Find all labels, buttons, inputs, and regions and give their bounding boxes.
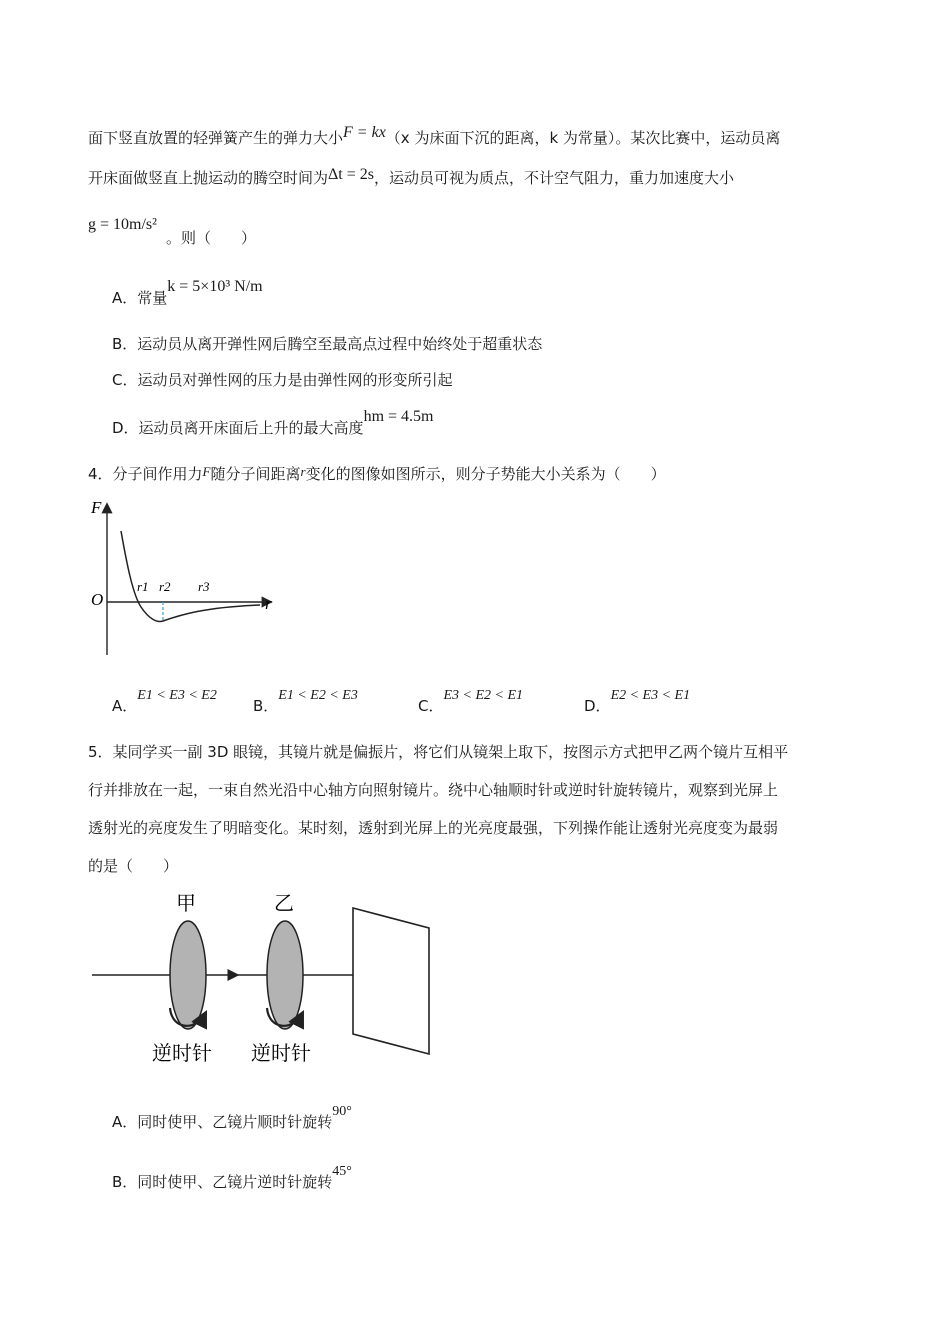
q3-line2-text-b: ，运动员可视为质点，不计空气阻力，重力加速度大小 bbox=[374, 169, 735, 187]
q3-option-d-label: D．运动员离开床面后上升的最大高度 bbox=[112, 419, 364, 437]
q5-screen bbox=[353, 908, 429, 1054]
q3-option-a[interactable] bbox=[112, 278, 263, 309]
q3-option-b-label: B．运动员从离开弹性网后腾空至最高点过程中始终处于超重状态 bbox=[112, 335, 543, 353]
q4-option-d-formula: E2 < E3 < E1 bbox=[610, 688, 691, 703]
q4-stem bbox=[88, 464, 666, 485]
q4-r2-label: r2 bbox=[159, 579, 171, 594]
q4-stem-F: F bbox=[202, 464, 211, 479]
q3-line-3 bbox=[88, 214, 157, 235]
q4-option-d[interactable] bbox=[584, 688, 691, 718]
q4-option-a[interactable] bbox=[112, 688, 217, 718]
q5-option-b[interactable] bbox=[112, 1164, 352, 1194]
q5-option-a[interactable] bbox=[112, 1104, 352, 1134]
q5-rotation-label-yi: 逆时针 bbox=[251, 1041, 311, 1062]
q3-line-1 bbox=[88, 124, 781, 149]
q3-line1-text-b: （x 为床面下沉的距离，k 为常量）。某次比赛中，运动员离 bbox=[385, 129, 781, 147]
q4-option-b-label: B． bbox=[253, 697, 279, 715]
q4-option-a-label: A． bbox=[112, 697, 138, 715]
q4-r1-label: r1 bbox=[137, 579, 149, 594]
q5-option-b-label: B．同时使甲、乙镜片逆时针旋转 bbox=[112, 1173, 333, 1191]
q5-line-1: 5．某同学买一副 3D 眼镜，其镜片就是偏振片，将它们从镜架上取下，按图示方式把甲乙两个镜片互相平 bbox=[88, 743, 789, 761]
q5-lens-yi-label: 乙 bbox=[274, 891, 294, 915]
q5-lens-jia-label: 甲 bbox=[176, 891, 196, 915]
q4-origin-label: O bbox=[91, 590, 104, 609]
q5-rotation-label-jia: 逆时针 bbox=[152, 1041, 212, 1062]
q3-line2-formula: Δt = 2s bbox=[328, 166, 374, 183]
q4-stem-c: 变化的图像如图所示，则分子势能大小关系为（ ） bbox=[305, 465, 666, 483]
q4-y-label: F bbox=[91, 498, 102, 517]
q5-line-2: 行并排放在一起，一束自然光沿中心轴方向照射镜片。绕中心轴顺时针或逆时针旋转镜片，观察到光屏上 bbox=[88, 781, 779, 799]
q3-line2-text-a: 开床面做竖直上抛运动的腾空时间为 bbox=[88, 169, 329, 187]
q3-option-c-label: C．运动员对弹性网的压力是由弹性网的形变所引起 bbox=[112, 371, 453, 389]
q3-option-c[interactable] bbox=[112, 370, 452, 390]
q4-option-b[interactable] bbox=[253, 688, 358, 718]
q5-option-a-formula: 90° bbox=[332, 1104, 352, 1119]
q5-line-3: 透射光的亮度发生了明暗变化。某时刻，透射到光屏上的光亮度最强，下列操作能让透射光亮度变为最弱 bbox=[88, 819, 779, 837]
q4-x-label: r bbox=[265, 594, 272, 613]
q4-option-c-formula: E3 < E2 < E1 bbox=[443, 688, 524, 703]
q3-option-a-formula: k = 5×10³ N/m bbox=[167, 278, 263, 295]
q3-option-d[interactable] bbox=[112, 408, 434, 439]
q3-line-3b bbox=[166, 228, 256, 248]
q5-polarizer-figure bbox=[88, 882, 438, 1062]
q3-line1-text-a: 面下竖直放置的轻弹簧产生的弹力大小 bbox=[88, 129, 344, 147]
q4-option-c-label: C． bbox=[418, 697, 444, 715]
q4-r3-label: r3 bbox=[198, 579, 210, 594]
q4-option-b-formula: E1 < E2 < E3 bbox=[278, 688, 358, 703]
q4-option-d-label: D． bbox=[584, 697, 611, 715]
q4-option-c[interactable] bbox=[418, 688, 524, 718]
q3-line3-formula: g = 10m/s² bbox=[88, 216, 157, 233]
q4-force-graph bbox=[85, 495, 285, 660]
q3-option-b[interactable] bbox=[112, 334, 542, 354]
q5-option-b-formula: 45° bbox=[332, 1164, 352, 1179]
q5-option-a-label: A．同时使甲、乙镜片顺时针旋转 bbox=[112, 1113, 333, 1131]
q5-line-4: 的是（ ） bbox=[88, 857, 179, 875]
q5-lens-jia bbox=[170, 921, 206, 1029]
q4-stem-r: r bbox=[300, 464, 306, 479]
q4-stem-b: 随分子间距离 bbox=[210, 465, 301, 483]
q5-lens-yi bbox=[267, 921, 303, 1029]
q3-option-a-label: A．常量 bbox=[112, 289, 168, 307]
q4-force-curve bbox=[121, 531, 260, 621]
q3-line3-text-b: 。则（ ） bbox=[166, 229, 257, 247]
q3-line1-formula: F = kx bbox=[343, 124, 386, 141]
q3-line-2 bbox=[88, 168, 734, 189]
q3-option-d-formula: hm = 4.5m bbox=[363, 408, 434, 425]
q4-option-a-formula: E1 < E3 < E2 bbox=[137, 688, 217, 703]
q4-stem-a: 4．分子间作用力 bbox=[88, 465, 203, 483]
